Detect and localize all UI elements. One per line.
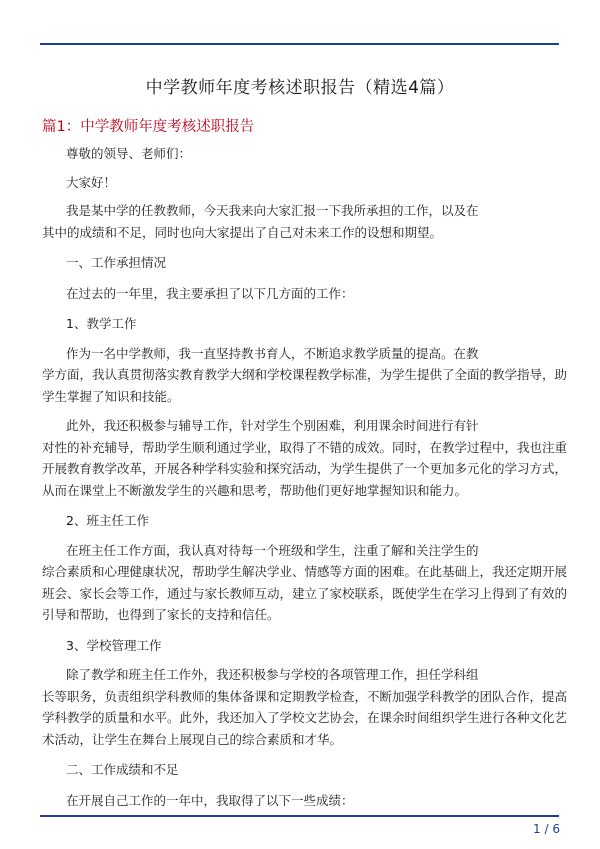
paragraph-management [42,664,568,750]
paragraph-tutoring [42,415,568,501]
paragraph-line: 学科教学的质量和水平。此外，我还加入了学校文艺协会，在课余时间组织学生进行各种文化艺 [42,710,568,725]
paragraph-line: 长等职务，负责组织学科教师的集体备课和定期教学检查，不断加强学科教学的团队合作，提高 [42,688,568,704]
paragraph-line: 我是某中学的任教教师，今天我来向大家汇报一下我所承担的工作，以及在 [66,203,479,218]
document-body [42,143,568,811]
paragraph-intro [42,200,560,243]
paragraph-past-year: 在过去的一年里，我主要承担了以下几方面的工作： [66,285,354,301]
document-title: 中学教师年度考核述职报告（精选4篇） [145,78,455,98]
paragraph-line: 引导和帮助，也得到了家长的支持和信任。 [42,607,280,622]
paragraph-line: 对性的补充辅导，帮助学生顺利通过学业，取得了不错的成效。同时，在教学过程中，我也注重 [42,439,568,455]
paragraph-line: 作为一名中学教师，我一直坚持教书育人，不断追求教学质量的提高。在教 [66,345,479,361]
greeting: 大家好！ [66,174,117,190]
salutation: 尊敬的领导、老师们： [66,146,192,161]
top-rule [40,43,559,45]
paragraph-achievements: 在开展自己工作的一年中，我取得了以下一些成绩： [66,792,354,808]
paragraph-line: 术活动，让学生在舞台上展现自己的综合素质和才华。 [42,731,343,747]
subheading-homeroom: 2、班主任工作 [66,513,149,528]
paragraph-teaching [42,343,568,408]
bottom-rule [40,815,559,817]
paragraph-line: 班会、家长会等工作，通过与家长教师互动，建立了家校联系，既使学生在学习上得到了有效的 [42,585,568,601]
section-heading: 篇1：中学教师年度考核述职报告 [42,119,255,135]
paragraph-line: 从而在课堂上不断激发学生的兴趣和思考，帮助他们更好地掌握知识和能力。 [42,482,468,498]
paragraph-line: 除了教学和班主任工作外，我还积极参与学校的各项管理工作，担任学科组 [66,667,479,682]
subheading-school-management: 3、学校管理工作 [66,637,162,653]
page-indicator: 1 / 6 [533,822,560,836]
paragraph-homeroom [42,540,568,626]
paragraph-line: 综合素质和心理健康状况，帮助学生解决学业、情感等方面的困难。在此基础上，我还定期开展 [42,564,568,579]
paragraph-line: 开展教育教学改革，开展各种学科实验和探究活动，为学生提供了一个更加多元化的学习方式， [42,461,568,476]
paragraph-line: 学生掌握了知识和技能。 [42,388,180,404]
heading-work-assumed: 一、工作承担情况 [66,255,167,270]
subheading-teaching: 1、教学工作 [66,316,137,331]
paragraph-line: 学方面，我认真贯彻落实教育教学大纲和学校课程教学标准，为学生提供了全面的教学指导，助 [42,367,568,382]
paragraph-line: 在班主任工作方面，我认真对待每一个班级和学生，注重了解和关注学生的 [66,542,479,558]
paragraph-line: 其中的成绩和不足，同时也向大家提出了自己对未来工作的设想和期望。 [42,224,443,240]
paragraph-line: 此外，我还积极参与辅导工作，针对学生个别困难，利用课余时间进行有针 [66,418,479,433]
heading-achievements: 二、工作成绩和不足 [66,762,179,777]
